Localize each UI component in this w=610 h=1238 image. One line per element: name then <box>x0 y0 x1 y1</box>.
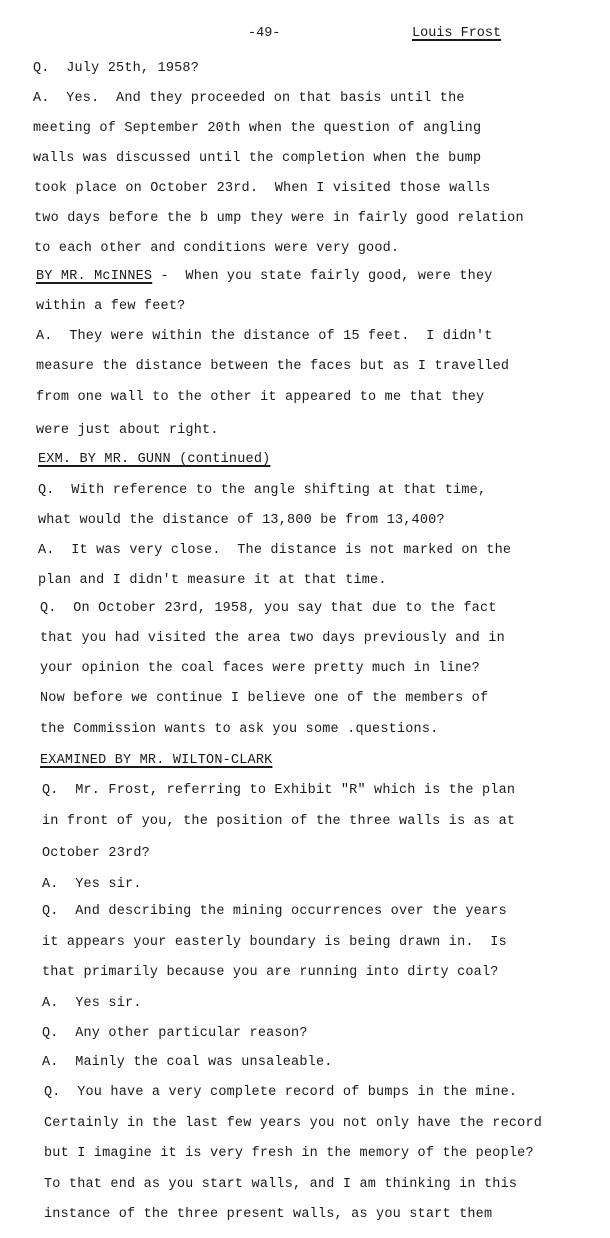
transcript-line: October 23rd? <box>42 846 150 861</box>
transcript-line: To that end as you start walls, and I am thinking in this <box>44 1177 518 1192</box>
mcinnes-heading-line <box>36 268 493 286</box>
transcript-line: Q. July 25th, 1958? <box>33 61 200 76</box>
transcript-line: Q. With reference to the angle shifting at that time, <box>38 483 487 498</box>
section-heading-mcinnes: BY MR. McINNES <box>36 269 153 284</box>
section-heading-wilton-clark: EXAMINED BY MR. WILTON-CLARK <box>40 753 273 768</box>
transcript-line: instance of the three present walls, as you start them <box>44 1207 493 1222</box>
transcript-line: the Commission wants to ask you some .questions. <box>40 722 439 737</box>
page-number: -49- <box>248 26 281 41</box>
section-heading-gunn: EXM. BY MR. GUNN (continued) <box>38 452 271 467</box>
transcript-line: Q. Mr. Frost, referring to Exhibit "R" which is the plan <box>42 783 516 798</box>
transcript-line: A. They were within the distance of 15 feet. I didn't <box>36 329 493 344</box>
transcript-line: were just about right. <box>36 423 219 438</box>
transcript-line: your opinion the coal faces were pretty much in line? <box>40 661 480 676</box>
transcript-line: measure the distance between the faces but as I travelled <box>36 359 510 374</box>
page-header <box>0 26 610 46</box>
transcript-line: that primarily because you are running into dirty coal? <box>42 965 499 980</box>
transcript-line: walls was discussed until the completion when the bump <box>33 151 482 166</box>
transcript-line: that you had visited the area two days previously and in <box>40 631 505 646</box>
transcript-line: but I imagine it is very fresh in the memory of the people? <box>44 1146 534 1161</box>
transcript-line: it appears your easterly boundary is being drawn in. Is <box>42 935 507 950</box>
transcript-line: Now before we continue I believe one of the members of <box>40 691 489 706</box>
transcript-line: took place on October 23rd. When I visited those walls <box>34 181 491 196</box>
transcript-line: two days before the b ump they were in fairly good relation <box>34 211 524 226</box>
transcript-line: from one wall to the other it appeared to me that they <box>36 390 485 405</box>
transcript-line: Certainly in the last few years you not only have the record <box>44 1116 543 1131</box>
transcript-line: to each other and conditions were very good. <box>34 241 400 256</box>
mcinnes-question-start: - When you state fairly good, were they <box>152 269 493 284</box>
transcript-line: A. Yes sir. <box>42 877 142 892</box>
transcript-line: A. Yes. And they proceeded on that basis until the <box>33 91 465 106</box>
transcript-line: A. Yes sir. <box>42 996 142 1011</box>
witness-name: Louis Frost <box>412 26 502 41</box>
transcript-line: Q. Any other particular reason? <box>42 1026 308 1041</box>
transcript-line: meeting of September 20th when the question of angling <box>33 121 482 136</box>
transcript-line: Q. You have a very complete record of bumps in the mine. <box>44 1085 518 1100</box>
transcript-line: A. It was very close. The distance is not marked on the <box>38 543 512 558</box>
transcript-line: Q. On October 23rd, 1958, you say that due to the fact <box>40 601 497 616</box>
transcript-line: what would the distance of 13,800 be from 13,400? <box>38 513 445 528</box>
transcript-line: plan and I didn't measure it at that time. <box>38 573 387 588</box>
transcript-line: Q. And describing the mining occurrences over the years <box>42 904 507 919</box>
transcript-line: A. Mainly the coal was unsaleable. <box>42 1055 333 1070</box>
transcript-line: within a few feet? <box>36 299 186 314</box>
transcript-line: in front of you, the position of the three walls is as at <box>42 814 516 829</box>
